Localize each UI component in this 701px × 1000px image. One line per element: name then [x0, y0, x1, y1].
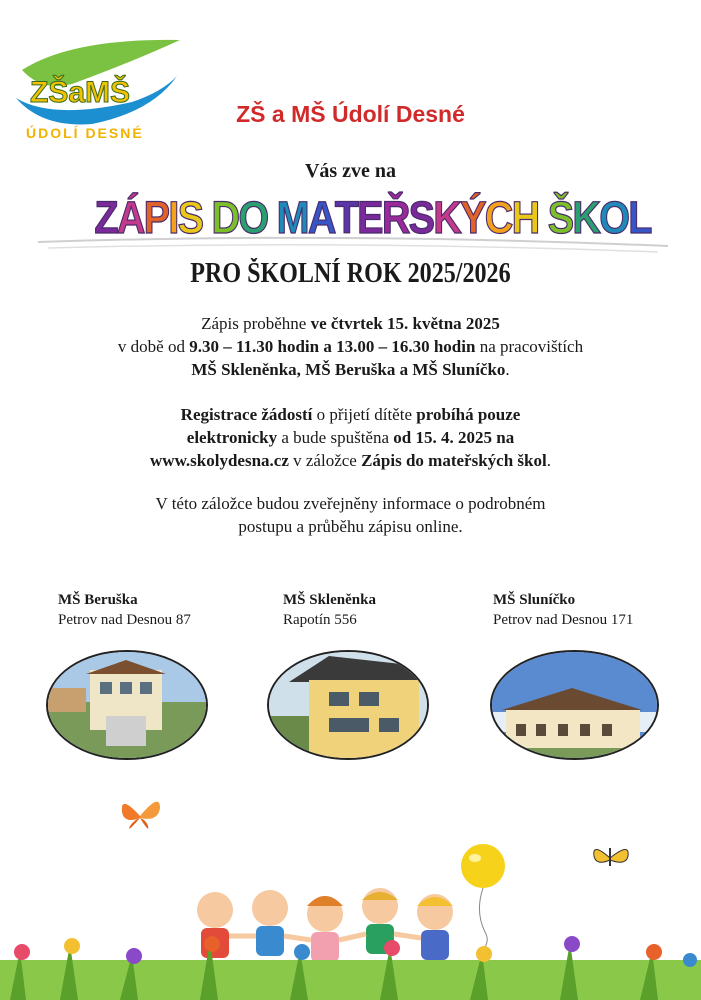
title-letter: H [511, 192, 539, 243]
title-letter: M [276, 192, 308, 243]
location-name: MŠ Beruška [58, 592, 138, 608]
title-letter: Z [94, 192, 117, 243]
title-letter: E [357, 192, 382, 243]
location-address: Rapotín 556 [283, 612, 357, 628]
photo-sklenenka [267, 650, 429, 760]
photo-beruska [46, 650, 208, 760]
title-letter: K [572, 192, 600, 243]
title-subtitle: PRO ŠKOLNÍ ROK 2025/2026 [190, 258, 511, 289]
logo-arc-text: ÚDOLÍ DESNÉ [26, 125, 144, 141]
title-letter: C [484, 192, 512, 243]
title-letter: K [433, 192, 461, 243]
photo-slunicko [490, 650, 659, 760]
title-letter [202, 192, 211, 244]
location-name: MŠ Sluníčko [493, 592, 576, 608]
online-note: V této záložce budou zveřejněny informace o podrobném postupu a průběhu zápisu online. [155, 494, 546, 536]
location-slunicko [493, 590, 633, 630]
title-letter: Ý [460, 192, 485, 243]
logo-main-text: ZŠaMŠ [30, 76, 131, 109]
butterfly-icon [116, 792, 164, 836]
title-letter: T [334, 192, 358, 243]
butterfly-icon [590, 840, 632, 874]
school-name: ZŠ a MŠ Údolí Desné [236, 101, 465, 127]
main-title [45, 192, 701, 244]
title-letter: L [628, 192, 651, 243]
location-name: MŠ Skleněnka [283, 592, 376, 608]
title-letter: S [408, 192, 434, 243]
location-address: Petrov nad Desnou 87 [58, 612, 191, 628]
title-letter: Ř [381, 192, 409, 243]
title-letter: O [599, 192, 629, 243]
title-letter: P [143, 192, 169, 243]
title-letter: Á [116, 192, 144, 243]
website-link: www.skolydesna.cz [150, 451, 289, 470]
title-letter: O [238, 192, 268, 243]
location-address: Petrov nad Desnou 171 [493, 612, 634, 628]
flower-meadow [0, 930, 701, 1000]
registration-info: Registrace žádostí o přijetí dítěte probíhá pouze elektronicky a bude spuštěna od 15. 4. 2025 na www.skolydesna.cz v záložce Zápis do mateřských škol. [150, 405, 551, 470]
title-letter: Š [547, 192, 573, 243]
title-letter [538, 192, 547, 244]
location-beruska [58, 590, 191, 630]
title-letter: S [177, 192, 203, 243]
title-letter: I [168, 192, 178, 243]
location-sklenenka [283, 590, 376, 630]
invite-text: Vás zve na [304, 160, 397, 182]
title-letter [267, 192, 276, 244]
title-letter: D [211, 192, 239, 243]
enrollment-info: Zápis proběhne ve čtvrtek 15. května 2025 v době od 9.30 – 11.30 hodin a 13.00 – 16.30 hodin na pracovištích MŠ Skleněnka, MŠ Beruška a MŠ Sluníčko. [117, 314, 584, 379]
title-letter: A [307, 192, 335, 243]
